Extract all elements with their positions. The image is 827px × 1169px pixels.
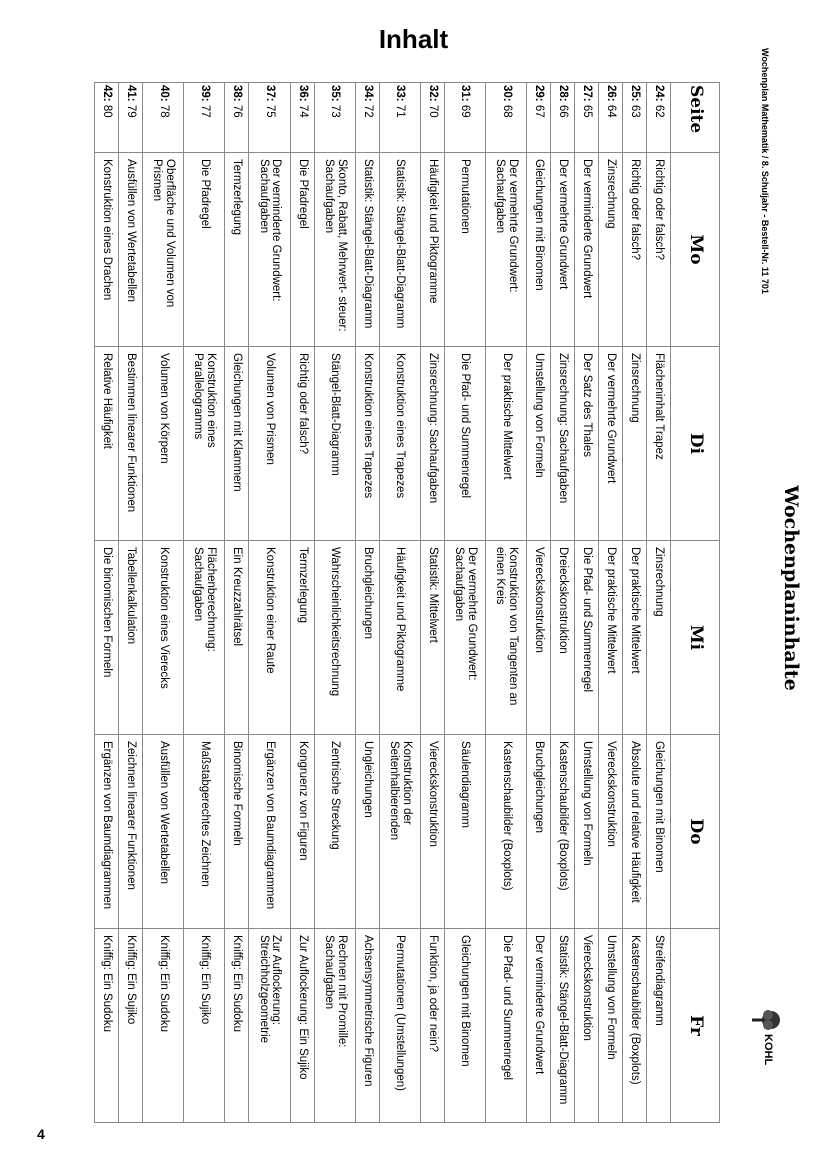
week-separator: : [125, 97, 138, 102]
table-row [647, 83, 671, 1123]
seite-cell [119, 83, 143, 153]
cell-mo: Der vermehrte Grundwert: Sachaufgaben [486, 153, 527, 347]
week-separator: : [198, 97, 211, 102]
table-row [249, 83, 290, 1123]
order-line: Wochenplan Mathematik / 8. Schuljahr - Bestell-Nr. 11 701 [760, 48, 770, 294]
column-header-mi: Mi [671, 541, 720, 735]
week-separator: : [533, 97, 546, 102]
cell-mi: Dreieckskonstruktion [551, 541, 575, 735]
page-ref: 73 [329, 104, 342, 118]
cell-mo: Der verminderte Grundwert [575, 153, 599, 347]
week-number: 32 [426, 85, 439, 98]
column-header-do: Do [671, 735, 720, 929]
table-row [527, 83, 551, 1123]
week-number: 40 [157, 85, 170, 98]
table-row [599, 83, 623, 1123]
cell-do: Zentrische Streckung [314, 735, 355, 929]
page-ref: 76 [231, 104, 244, 118]
week-number: 35 [329, 85, 342, 98]
cell-fr: Streifendiagramm [647, 929, 671, 1123]
cell-mo: Häufigkeit und Piktogramme [420, 153, 444, 347]
cell-mo: Statistik: Stängel-Blatt-Diagramm [379, 153, 420, 347]
week-number: 25 [629, 85, 642, 98]
cell-di: Volumen von Körpern [143, 347, 184, 541]
week-number: 38 [231, 85, 244, 98]
cell-mi: Flächenberechnung: Sachaufgaben [184, 541, 225, 735]
week-number: 39 [198, 85, 211, 98]
page-ref: 69 [459, 104, 472, 118]
seite-cell [143, 83, 184, 153]
cell-di: Stängel-Blatt-Diagramm [314, 347, 355, 541]
cell-mo: Die Pfadregel [184, 153, 225, 347]
week-number: 24 [652, 85, 665, 98]
plan-table-wrapper [94, 82, 720, 1122]
table-row [355, 83, 379, 1123]
week-separator: : [605, 97, 618, 102]
column-header-fr: Fr [671, 929, 720, 1123]
cell-mi: Die Pfad- und Summenregel [575, 541, 599, 735]
column-header-seite: Seite [671, 83, 720, 153]
cell-do: Viereckskonstruktion [420, 735, 444, 929]
page-ref: 68 [500, 104, 513, 118]
page-ref: 71 [394, 104, 407, 118]
cell-mi: Zinsrechnung [647, 541, 671, 735]
table-row [225, 83, 249, 1123]
cell-mo: Statistik: Stängel-Blatt-Diagramm [355, 153, 379, 347]
week-separator: : [329, 97, 342, 102]
cell-di: Relative Häufigkeit [95, 347, 119, 541]
week-separator: : [100, 97, 113, 102]
week-number: 42 [100, 85, 113, 98]
cell-di: Die Pfad- und Summenregel [444, 347, 485, 541]
week-number: 37 [263, 85, 276, 98]
seite-cell [575, 83, 599, 153]
cell-mo: Skonto, Rabatt, Mehrwert- steuer: Sachaufgaben [314, 153, 355, 347]
cell-di: Der praktische Mittelwert [486, 347, 527, 541]
table-row [444, 83, 485, 1123]
cell-do: Säulendiagramm [444, 735, 485, 929]
week-separator: : [557, 97, 570, 102]
tree-icon [748, 1008, 782, 1032]
cell-mo: Richtig oder falsch? [647, 153, 671, 347]
cell-mi: Der vermehrte Grundwert: Sachaufgaben [444, 541, 485, 735]
table-row [95, 83, 119, 1123]
cell-mo: Konstruktion eines Drachen [95, 153, 119, 347]
cell-mo: Der vermehrte Grundwert [551, 153, 575, 347]
week-separator: : [581, 97, 594, 102]
week-number: 26 [605, 85, 618, 98]
page-ref: 65 [581, 104, 594, 118]
seite-cell [599, 83, 623, 153]
week-separator: : [231, 97, 244, 102]
cell-fr: Permutationen (Umstellungen) [379, 929, 420, 1123]
cell-mi: Häufigkeit und Piktogramme [379, 541, 420, 735]
table-row [119, 83, 143, 1123]
page-ref: 80 [100, 104, 113, 118]
page-number: 4 [37, 1126, 45, 1142]
cell-do: Umstellung von Formeln [575, 735, 599, 929]
cell-fr: Kniffig: Ein Sudoku [95, 929, 119, 1123]
cell-di: Flächeninhalt Trapez [647, 347, 671, 541]
seite-cell [95, 83, 119, 153]
cell-di: Konstruktion eines Trapezes [355, 347, 379, 541]
table-row [314, 83, 355, 1123]
cell-mo: Zinsrechnung [599, 153, 623, 347]
cell-do: Konstruktion der Seitenhalbierenden [379, 735, 420, 929]
cell-fr: Zur Auflockerung: Ein Sujiko [290, 929, 314, 1123]
page-ref: 63 [629, 104, 642, 118]
table-row [379, 83, 420, 1123]
seite-cell [379, 83, 420, 153]
page-ref: 78 [157, 104, 170, 118]
cell-mo: Permutationen [444, 153, 485, 347]
column-header-mo: Mo [671, 153, 720, 347]
cell-mi: Bruchgleichungen [355, 541, 379, 735]
cell-fr: Der verminderte Grundwert [527, 929, 551, 1123]
cell-mo: Die Pfadregel [290, 153, 314, 347]
table-row [143, 83, 184, 1123]
week-separator: : [394, 97, 407, 102]
cell-mo: Oberfläche und Volumen von Prismen [143, 153, 184, 347]
cell-do: Kastenschaubilder (Boxplots) [486, 735, 527, 929]
cell-mi: Der praktische Mittelwert [599, 541, 623, 735]
seite-cell [420, 83, 444, 153]
cell-fr: Kastenschaubilder (Boxplots) [623, 929, 647, 1123]
page-ref: 66 [557, 104, 570, 118]
seite-cell [184, 83, 225, 153]
page-ref: 77 [198, 104, 211, 118]
cell-di: Gleichungen mit Klammern [225, 347, 249, 541]
cell-do: Bruchgleichungen [527, 735, 551, 929]
week-separator: : [459, 97, 472, 102]
cell-fr: Zur Auflockerung: Streichholzgeometrie [249, 929, 290, 1123]
table-row [420, 83, 444, 1123]
cell-do: Viereckskonstruktion [599, 735, 623, 929]
seite-cell [249, 83, 290, 153]
seite-cell [355, 83, 379, 153]
cell-mi: Wahrscheinlichkeitsrechnung [314, 541, 355, 735]
table-row [290, 83, 314, 1123]
cell-fr: Umstellung von Formeln [599, 929, 623, 1123]
cell-fr: Viereckskonstruktion [575, 929, 599, 1123]
table-row [575, 83, 599, 1123]
week-number: 41 [125, 85, 138, 98]
cell-fr: Statistik: Stängel-Blatt-Diagramm [551, 929, 575, 1123]
cell-do: Absolute und relative Häufigkeit [623, 735, 647, 929]
cell-di: Konstruktion eines Trapezes [379, 347, 420, 541]
cell-fr: Kniffig: Ein Sujiko [184, 929, 225, 1123]
cell-mo: Der verminderte Grundwert: Sachaufgaben [249, 153, 290, 347]
cell-di: Bestimmen linearer Funktionen [119, 347, 143, 541]
page-ref: 72 [361, 104, 374, 118]
seite-cell [623, 83, 647, 153]
cell-fr: Kniffig: Ein Sujiko [119, 929, 143, 1123]
seite-cell [314, 83, 355, 153]
page-ref: 75 [263, 104, 276, 118]
week-number: 27 [581, 85, 594, 98]
cell-fr: Gleichungen mit Binomen [444, 929, 485, 1123]
cell-di: Umstellung von Formeln [527, 347, 551, 541]
table-row [623, 83, 647, 1123]
table-row [184, 83, 225, 1123]
cell-mi: Die binomischen Formeln [95, 541, 119, 735]
column-header-di: Di [671, 347, 720, 541]
cell-mi: Der praktische Mittelwert [623, 541, 647, 735]
cell-do: Kastenschaubilder (Boxplots) [551, 735, 575, 929]
cell-mi: Statistik: Mittelwert [420, 541, 444, 735]
cell-mi: Termzerlegung [290, 541, 314, 735]
week-separator: : [629, 97, 642, 102]
publisher-logo [746, 1008, 782, 1118]
cell-do: Ergänzen von Baumdiagrammen [249, 735, 290, 929]
cell-fr: Kniffig: Ein Sudoku [225, 929, 249, 1123]
cell-fr: Achsensymmetrische Figuren [355, 929, 379, 1123]
cell-fr: Funktion, ja oder nein? [420, 929, 444, 1123]
week-number: 33 [394, 85, 407, 98]
cell-mo: Ausfüllen von Wertetabellen [119, 153, 143, 347]
page-ref: 64 [605, 104, 618, 118]
cell-do: Gleichungen mit Binomen [647, 735, 671, 929]
cell-mi: Konstruktion von Tangenten an einen Kreis [486, 541, 527, 735]
table-row [551, 83, 575, 1123]
cell-fr: Die Pfad- und Summenregel [486, 929, 527, 1123]
cell-di: Zinsrechnung: Sachaufgaben [551, 347, 575, 541]
cell-mi: Konstruktion eines Vierecks [143, 541, 184, 735]
week-separator: : [500, 97, 513, 102]
seite-cell [225, 83, 249, 153]
cell-do: Kongruenz von Figuren [290, 735, 314, 929]
cell-mi: Tabellenkalkulation [119, 541, 143, 735]
cell-di: Volumen von Prismen [249, 347, 290, 541]
seite-cell [551, 83, 575, 153]
plan-table-body [95, 83, 671, 1123]
cell-do: Binomische Formeln [225, 735, 249, 929]
cell-di: Der Satz des Thales [575, 347, 599, 541]
cell-do: Ausfüllen von Wertetabellen [143, 735, 184, 929]
weekly-plan-sheet [24, 48, 804, 1128]
week-separator: : [426, 97, 439, 102]
cell-mi: Viereckskonstruktion [527, 541, 551, 735]
page-ref: 67 [533, 104, 546, 118]
cell-di: Konstruktion eines Parallelogramms [184, 347, 225, 541]
week-number: 31 [459, 85, 472, 98]
cell-do: Ergänzen von Baumdiagrammen [95, 735, 119, 929]
week-separator: : [361, 97, 374, 102]
cell-do: Ungleichungen [355, 735, 379, 929]
seite-cell [486, 83, 527, 153]
week-separator: : [652, 97, 665, 102]
cell-mo: Gleichungen mit Binomen [527, 153, 551, 347]
table-row [486, 83, 527, 1123]
week-number: 29 [533, 85, 546, 98]
week-number: 30 [500, 85, 513, 98]
page-ref: 79 [125, 104, 138, 118]
page-ref: 70 [426, 104, 439, 118]
week-separator: : [263, 97, 276, 102]
week-number: 34 [361, 85, 374, 98]
week-separator: : [157, 97, 170, 102]
cell-di: Richtig oder falsch? [290, 347, 314, 541]
week-number: 36 [296, 85, 309, 98]
seite-cell [647, 83, 671, 153]
cell-mi: Konstruktion einer Raute [249, 541, 290, 735]
cell-mo: Termzerlegung [225, 153, 249, 347]
seite-cell [444, 83, 485, 153]
cell-fr: Kniffig: Ein Sudoku [143, 929, 184, 1123]
cell-do: Zeichnen linearer Funktionen [119, 735, 143, 929]
header-row [671, 83, 720, 1123]
seite-cell [527, 83, 551, 153]
cell-di: Zinsrechnung: Sachaufgaben [420, 347, 444, 541]
seite-cell [290, 83, 314, 153]
page-ref: 74 [296, 104, 309, 118]
cell-di: Zinsrechnung [623, 347, 647, 541]
cell-di: Der vermehrte Grundwert [599, 347, 623, 541]
plan-table [94, 82, 720, 1123]
plan-title: Wochenplaninhalte [780, 485, 802, 691]
page-ref: 62 [652, 104, 665, 118]
cell-mo: Richtig oder falsch? [623, 153, 647, 347]
cell-mi: Ein Kreuzzahlrätsel [225, 541, 249, 735]
week-separator: : [296, 97, 309, 102]
publisher-name: KOHL [762, 1034, 774, 1066]
page-title: Inhalt [378, 24, 449, 54]
cell-fr: Rechnen mit Promille: Sachaufgaben [314, 929, 355, 1123]
cell-do: Maßstabgerechtes Zeichnen [184, 735, 225, 929]
week-number: 28 [557, 85, 570, 98]
